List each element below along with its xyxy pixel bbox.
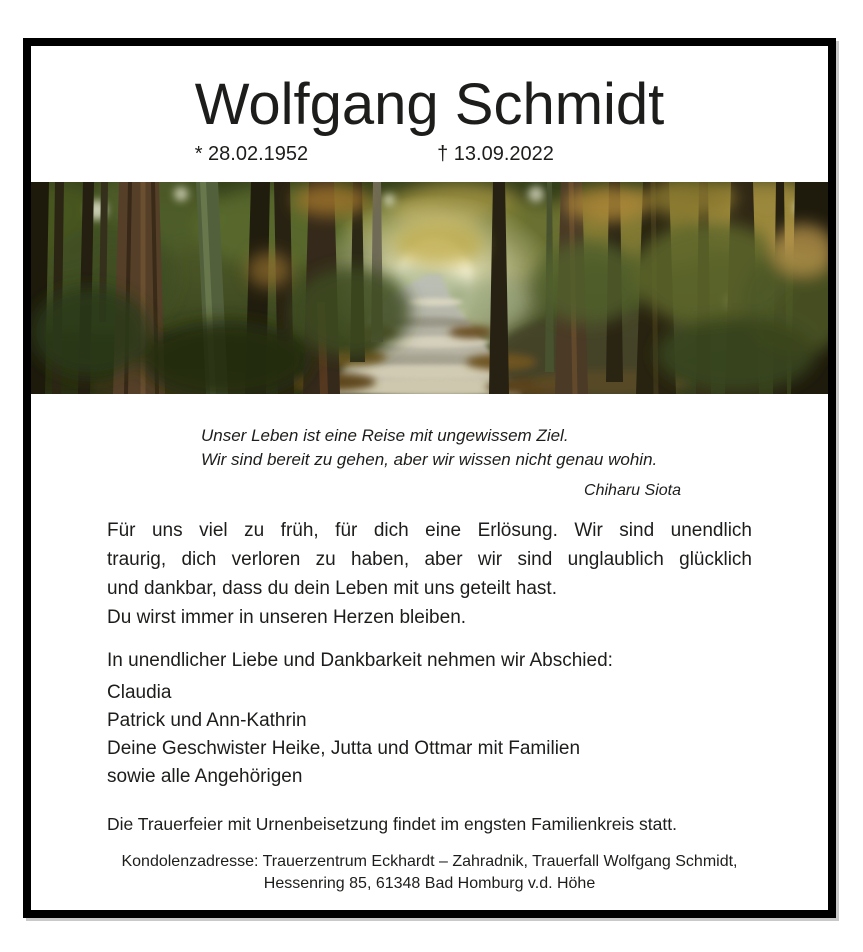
quote-line: Unser Leben ist eine Reise mit ungewissem Ziel.: [201, 426, 569, 445]
obituary-text-line: Für uns viel zu früh, für dich eine Erlösung. Wir sind unendlich: [107, 520, 752, 541]
quote-attribution: Chiharu Siota: [584, 482, 681, 499]
life-dates: [195, 141, 665, 168]
condolence-line: Hessenring 85, 61348 Bad Homburg v.d. Höhe: [263, 875, 596, 892]
condolence-address: [107, 851, 752, 895]
mourners-list: [107, 679, 752, 791]
memorial-quote: [201, 424, 681, 502]
obituary-text: [107, 516, 752, 632]
forest-path-photo: [31, 182, 828, 394]
mourner-line: Claudia: [107, 682, 172, 703]
funeral-notice: Die Trauerfeier mit Urnenbeisetzung findet im engsten Familienkreis statt.: [107, 814, 677, 834]
birth-date: * 28.02.1952: [194, 143, 309, 165]
obituary-closing-line: Du wirst immer in unseren Herzen bleiben.: [107, 607, 467, 628]
condolence-line: Kondolenzadresse: Trauerzentrum Eckhardt – Zahradnik, Trauerfall Wolfgang Schmidt,: [121, 853, 738, 870]
quote-line: Wir sind bereit zu gehen, aber wir wissen nicht genau wohin.: [201, 450, 658, 469]
obituary-text-line: und dankbar, dass du dein Leben mit uns geteilt hast.: [107, 578, 557, 599]
obituary-text-line: traurig, dich verloren zu haben, aber wir sind unglaublich glücklich: [107, 549, 752, 570]
mourner-line: sowie alle Angehörigen: [107, 766, 303, 787]
header: [195, 46, 665, 168]
mourner-line: Patrick und Ann-Kathrin: [107, 710, 307, 731]
farewell-intro: In unendlicher Liebe und Dankbarkeit nehmen wir Abschied:: [107, 650, 613, 671]
deceased-name: Wolfgang Schmidt: [194, 72, 665, 137]
card-body: [31, 424, 828, 895]
death-date: † 13.09.2022: [437, 143, 554, 165]
mourner-line: Deine Geschwister Heike, Jutta und Ottmar mit Familien: [107, 738, 581, 759]
memorial-card-frame: [23, 38, 836, 918]
